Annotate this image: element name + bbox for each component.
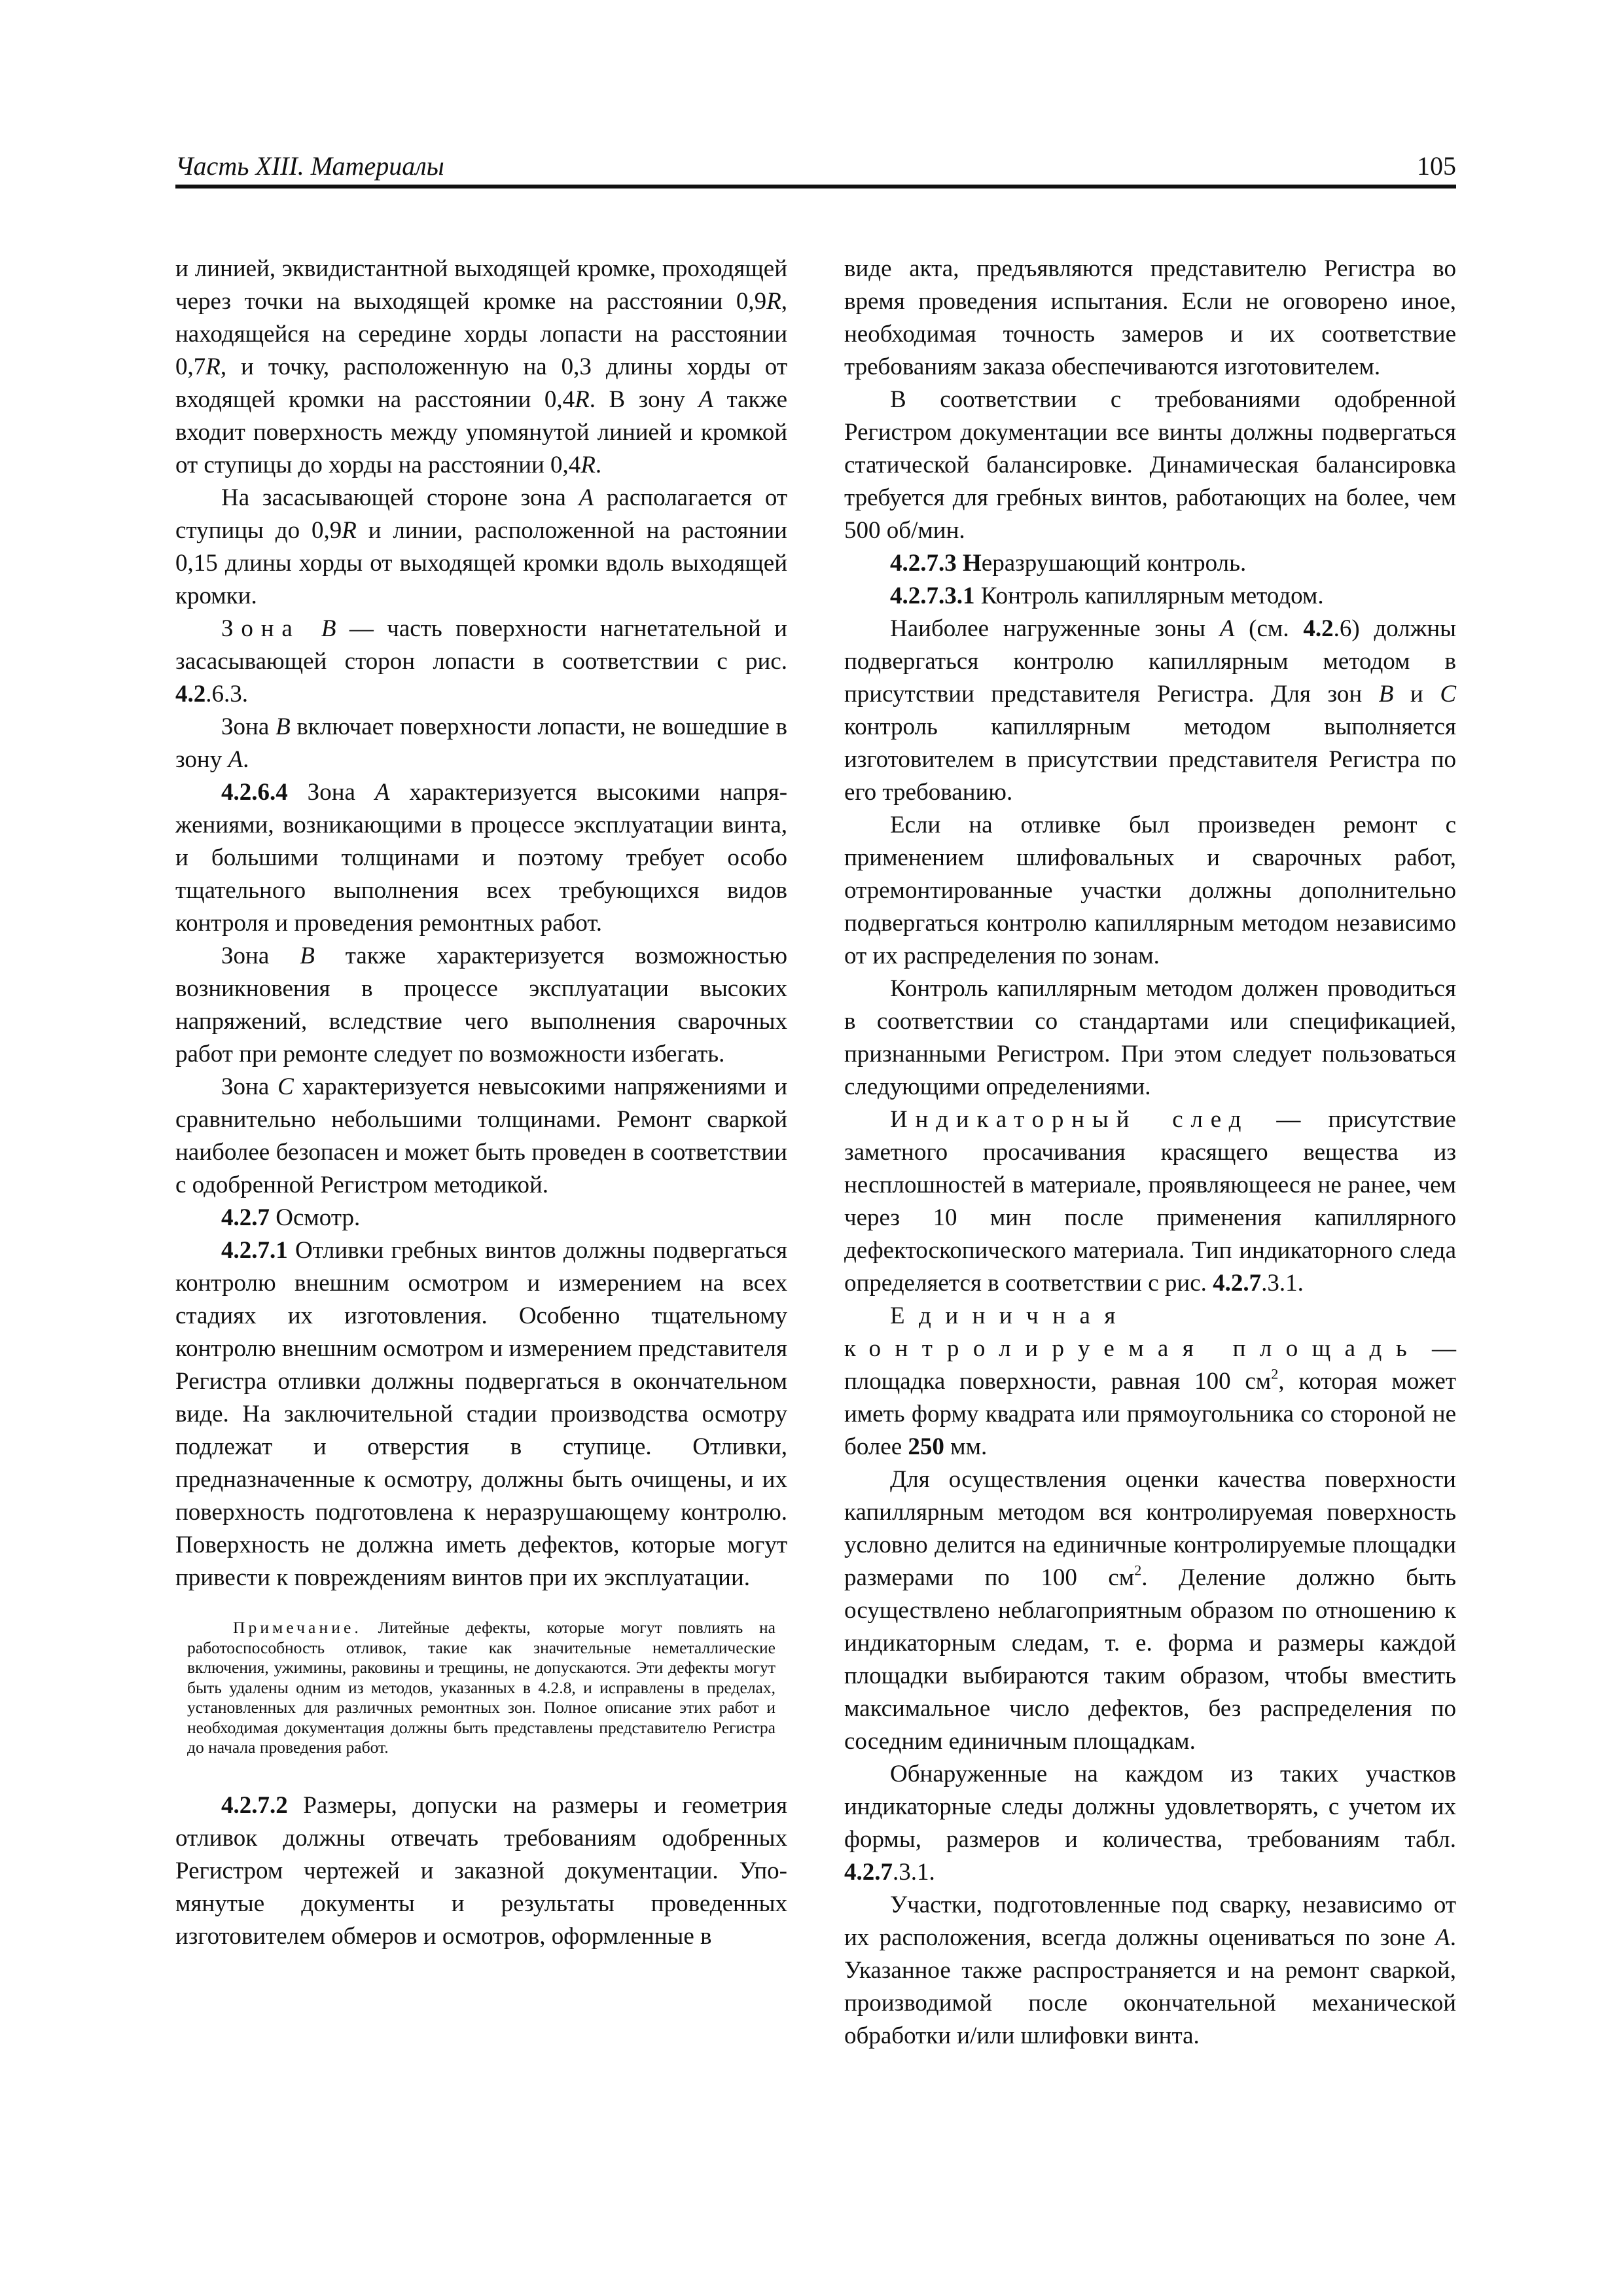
section-number: 4.2.7.3 Н	[890, 550, 982, 577]
italic-symbol: В	[276, 713, 291, 740]
section-number: 4.2.7	[221, 1204, 270, 1231]
paragraph	[175, 711, 787, 776]
spaced-term: Единичная контролируемая площадь	[844, 1302, 1421, 1362]
text-run: мм.	[944, 1433, 988, 1460]
spaced-term: Примечание.	[233, 1618, 362, 1637]
italic-symbol: В	[321, 615, 336, 642]
italic-symbol: R	[580, 452, 596, 478]
text-run: .6) должны подвергаться контролю капиллярным методом в присутствии представителя Регистра. Для зон	[844, 615, 1456, 708]
section-number: 4.2	[175, 681, 206, 708]
section-number: 4.2.7	[1213, 1270, 1262, 1297]
text-run: располагается от ступицы до 0,9	[175, 484, 788, 544]
italic-symbol: С	[1440, 681, 1456, 708]
paragraph	[844, 809, 1456, 973]
text-run: В соответствии с требованиями одобренной Регистром документации все винты должны подвергаться статической балансировке. Динамическая балансировка требуется для гребных винтов, работающих на более, чем 500 об/мин.	[844, 386, 1456, 544]
paragraph	[175, 776, 787, 940]
text-run: — часть поверхности нагнетательной и засасывающей сторон лопасти в соответствии с рис.	[175, 615, 787, 675]
text-run: . Указанное также распространяется и на ремонт сваркой, производимой после окончательной механической обработки и/или шлифовки винта.	[844, 1924, 1456, 2049]
text-run: Контроль капиллярным методом должен проводиться в соответствии со стандартами или спецификацией, признанными Регистром. При этом следует пользоваться следующими определениями.	[844, 975, 1456, 1100]
text-run: характеризуется невысокими напряжениями и сравнительно небольшими толщинами. Ремонт сваркой наиболее безопасен и может быть проведен в соответствии с одобренной Регистром методикой.	[175, 1073, 787, 1198]
header-title: Часть XIII. Материалы	[175, 151, 444, 181]
paragraph	[175, 1202, 787, 1234]
text-run: Зона	[221, 1073, 278, 1100]
paragraph	[844, 1300, 1456, 1463]
paragraph	[175, 1071, 787, 1202]
italic-symbol: А	[1219, 615, 1235, 642]
paragraph	[175, 1234, 787, 1594]
text-run: — присутствие заметного просачивания красящего вещества из несплошностей в материале, проявляющееся не ранее, чем через 10 мин после применения капиллярного дефектоскопического материала. Тип индикаторного следа определяется в соответствии с рис.	[844, 1106, 1456, 1297]
italic-symbol: R	[342, 517, 357, 544]
text-run: также характеризуется возможностью возникновения в процессе эксплуатации высоких напряжений, вследствие чего выполнения сварочных работ при ремонте следует по возможности избегать.	[175, 942, 787, 1067]
paragraph	[175, 253, 787, 482]
text-run: и линией, эквидистантной выходящей кромке, проходящей через точки на выходящей кромке на расстоянии 0,9	[175, 255, 787, 315]
text-run: Обнаруженные на каждом из таких участков индикаторные следы должны удовлетворять, с учетом их формы, размеров и количества, требованиям табл.	[844, 1761, 1456, 1853]
text-run: характеризуется высокими напряжениями, возникающими в процессе эксплуатации винта, и большими толщинами и поэтому требует особо тщательного выполнения всех требующихся видов контроля и проведения ремонтных работ.	[175, 779, 788, 937]
text-run: Наиболее нагруженные зоны	[890, 615, 1220, 642]
text-run: Осмотр.	[270, 1204, 361, 1231]
paragraph	[175, 482, 787, 613]
left-column	[175, 253, 787, 1953]
text-run: .3.1.	[1261, 1270, 1304, 1297]
paragraph	[844, 1103, 1456, 1300]
text-run: еразрушающий контроль.	[981, 550, 1247, 577]
italic-symbol: R	[205, 353, 221, 380]
italic-symbol: В	[1378, 681, 1394, 708]
text-run: Зона	[287, 779, 375, 806]
paragraph	[844, 1758, 1456, 1889]
italic-symbol: А	[374, 779, 390, 806]
text-run: .3.1.	[893, 1859, 935, 1886]
note-paragraph	[175, 1618, 787, 1758]
italic-symbol: В	[300, 942, 315, 969]
text-run: Зона	[221, 942, 300, 969]
paragraph	[844, 253, 1456, 384]
text-run: Размеры, допуски на размеры и геометрия отливок должны отвечать требованиям одобренных Регистром чертежей и заказной документации. Упомянутые документы и результаты проведенных изготовителем обмеров и осмотров, оформленные в	[175, 1791, 787, 1950]
text-run: , которая может иметь форму квадрата или прямоугольника со стороной не более	[844, 1368, 1456, 1460]
paragraph	[175, 940, 787, 1071]
text-run: и линии, расположенной на растоянии 0,15 длины хорды от выходящей кромки вдоль выходящей кромки.	[175, 517, 787, 609]
italic-symbol: R	[766, 288, 781, 315]
text-run: также входит поверхность между упомянутой линией и кромкой от ступицы до хорды на расстоянии 0,4	[175, 386, 787, 478]
paragraph	[175, 1789, 787, 1953]
right-column	[844, 253, 1456, 2053]
text-run: — площадка поверхности, равная 100 см	[844, 1335, 1456, 1395]
section-number: 250	[908, 1433, 944, 1460]
text-run: Литейные дефекты, которые могут повлиять на работоспособность отливок, такие как значительные неметаллические включения, ужимины, раковины и трещины, не допускаются. Эти дефекты могут быть удалены одним из методов, указанных в 4.2.8, и исправлены в пределах, установленных для различных ремонтных зон. Полное описание этих работ и необходимая документация должны быть представлены представителю Регистра до начала проведения работ.	[187, 1618, 776, 1757]
spaced-term: Зона	[221, 615, 321, 642]
text-run: . В зону	[589, 386, 699, 413]
text-run: .6.3.	[205, 681, 248, 708]
text-run: Для осуществления оценки качества поверхности капиллярным методом вся контролируемая поверхность условно делится на единичные контролируемые площадки размерами по 100 см	[844, 1466, 1456, 1591]
text-run: Отливки гребных винтов должны подвергаться контролю внешним осмотром и измерением на всех стадиях их изготовления. Особенно тщательному контролю внешним осмотром и измерением представителя Регистра отливки должны подвергаться в окончательном виде. На заключительной стадии производства осмотру подлежат и отверстия в ступице. Отливки, предназначенные к осмотру, должны быть очищены, и их поверхность подготовлена к неразрушающему контролю. Поверхность не должна иметь дефектов, которые могут привести к повреждениям винтов при их эксплуатации.	[175, 1237, 787, 1591]
text-run: контроль капиллярным методом выполняется изготовителем в присутствии представителя Регистра по его требованию.	[844, 713, 1456, 806]
text-run: (см.	[1234, 615, 1304, 642]
text-run: .	[243, 746, 249, 773]
paragraph	[844, 1889, 1456, 2053]
section-number: 4.2.7	[844, 1859, 893, 1886]
paragraph	[175, 613, 787, 711]
text-run: и	[1393, 681, 1440, 708]
italic-symbol: А	[579, 484, 594, 511]
italic-symbol: С	[277, 1073, 294, 1100]
section-number: 4.2.7.1	[221, 1237, 288, 1264]
text-run: , и точку, расположенную на 0,3 длины хорды от входящей кромки на расстоянии 0,4	[175, 353, 787, 413]
text-run: виде акта, предъявляются представителю Регистра во время проведения испытания. Если не оговорено иное, необходимая точность замеров и их соответствие требованиям заказа обеспечиваются изготовителем.	[844, 255, 1456, 380]
superscript: 2	[1134, 1562, 1142, 1579]
text-run: Контроль капиллярным методом.	[974, 583, 1324, 609]
section-number: 4.2	[1303, 615, 1334, 642]
text-run: включает поверхности лопасти, не вошедшие в зону	[175, 713, 788, 773]
page-number: 105	[1417, 151, 1456, 181]
italic-symbol: R	[575, 386, 590, 413]
paragraph	[844, 613, 1456, 809]
spaced-term: Индикаторный след	[890, 1106, 1249, 1133]
section-number: 4.2.6.4	[221, 779, 288, 806]
italic-symbol: А	[698, 386, 713, 413]
section-number: 4.2.7.3.1	[890, 583, 975, 609]
paragraph	[844, 973, 1456, 1103]
running-header	[175, 148, 1456, 188]
section-number: 4.2.7.2	[221, 1791, 288, 1819]
paragraph	[844, 1463, 1456, 1758]
paragraph	[844, 580, 1456, 613]
superscript: 2	[1271, 1365, 1279, 1382]
paragraph	[844, 547, 1456, 580]
text-run: , находящейся на середине хорды лопасти на расстоянии 0,7	[175, 288, 787, 380]
paragraph	[844, 384, 1456, 547]
text-run: Если на отливке был произведен ремонт с применением шлифовальных и сварочных работ, отремонтированные участки должны дополнительно подвергаться контролю капиллярным методом независимо от их распределения по зонам.	[844, 812, 1456, 969]
text-run: Участки, подготовленные под сварку, независимо от их расположения, всегда должны оцениваться по зоне	[844, 1892, 1456, 1951]
text-run: На засасывающей стороне зона	[221, 484, 579, 511]
italic-symbol: А	[1435, 1924, 1450, 1951]
text-run: Зона	[221, 713, 276, 740]
text-run: .	[595, 452, 602, 478]
text-run: . Деление должно быть осуществлено неблагоприятным образом по отношению к индикаторным следам, т. е. форма и размеры каждой площадки выбираются таким образом, чтобы вместить максимальное число дефектов, без распределения по соседним единичным площадкам.	[844, 1564, 1457, 1755]
italic-symbol: А	[228, 746, 243, 773]
